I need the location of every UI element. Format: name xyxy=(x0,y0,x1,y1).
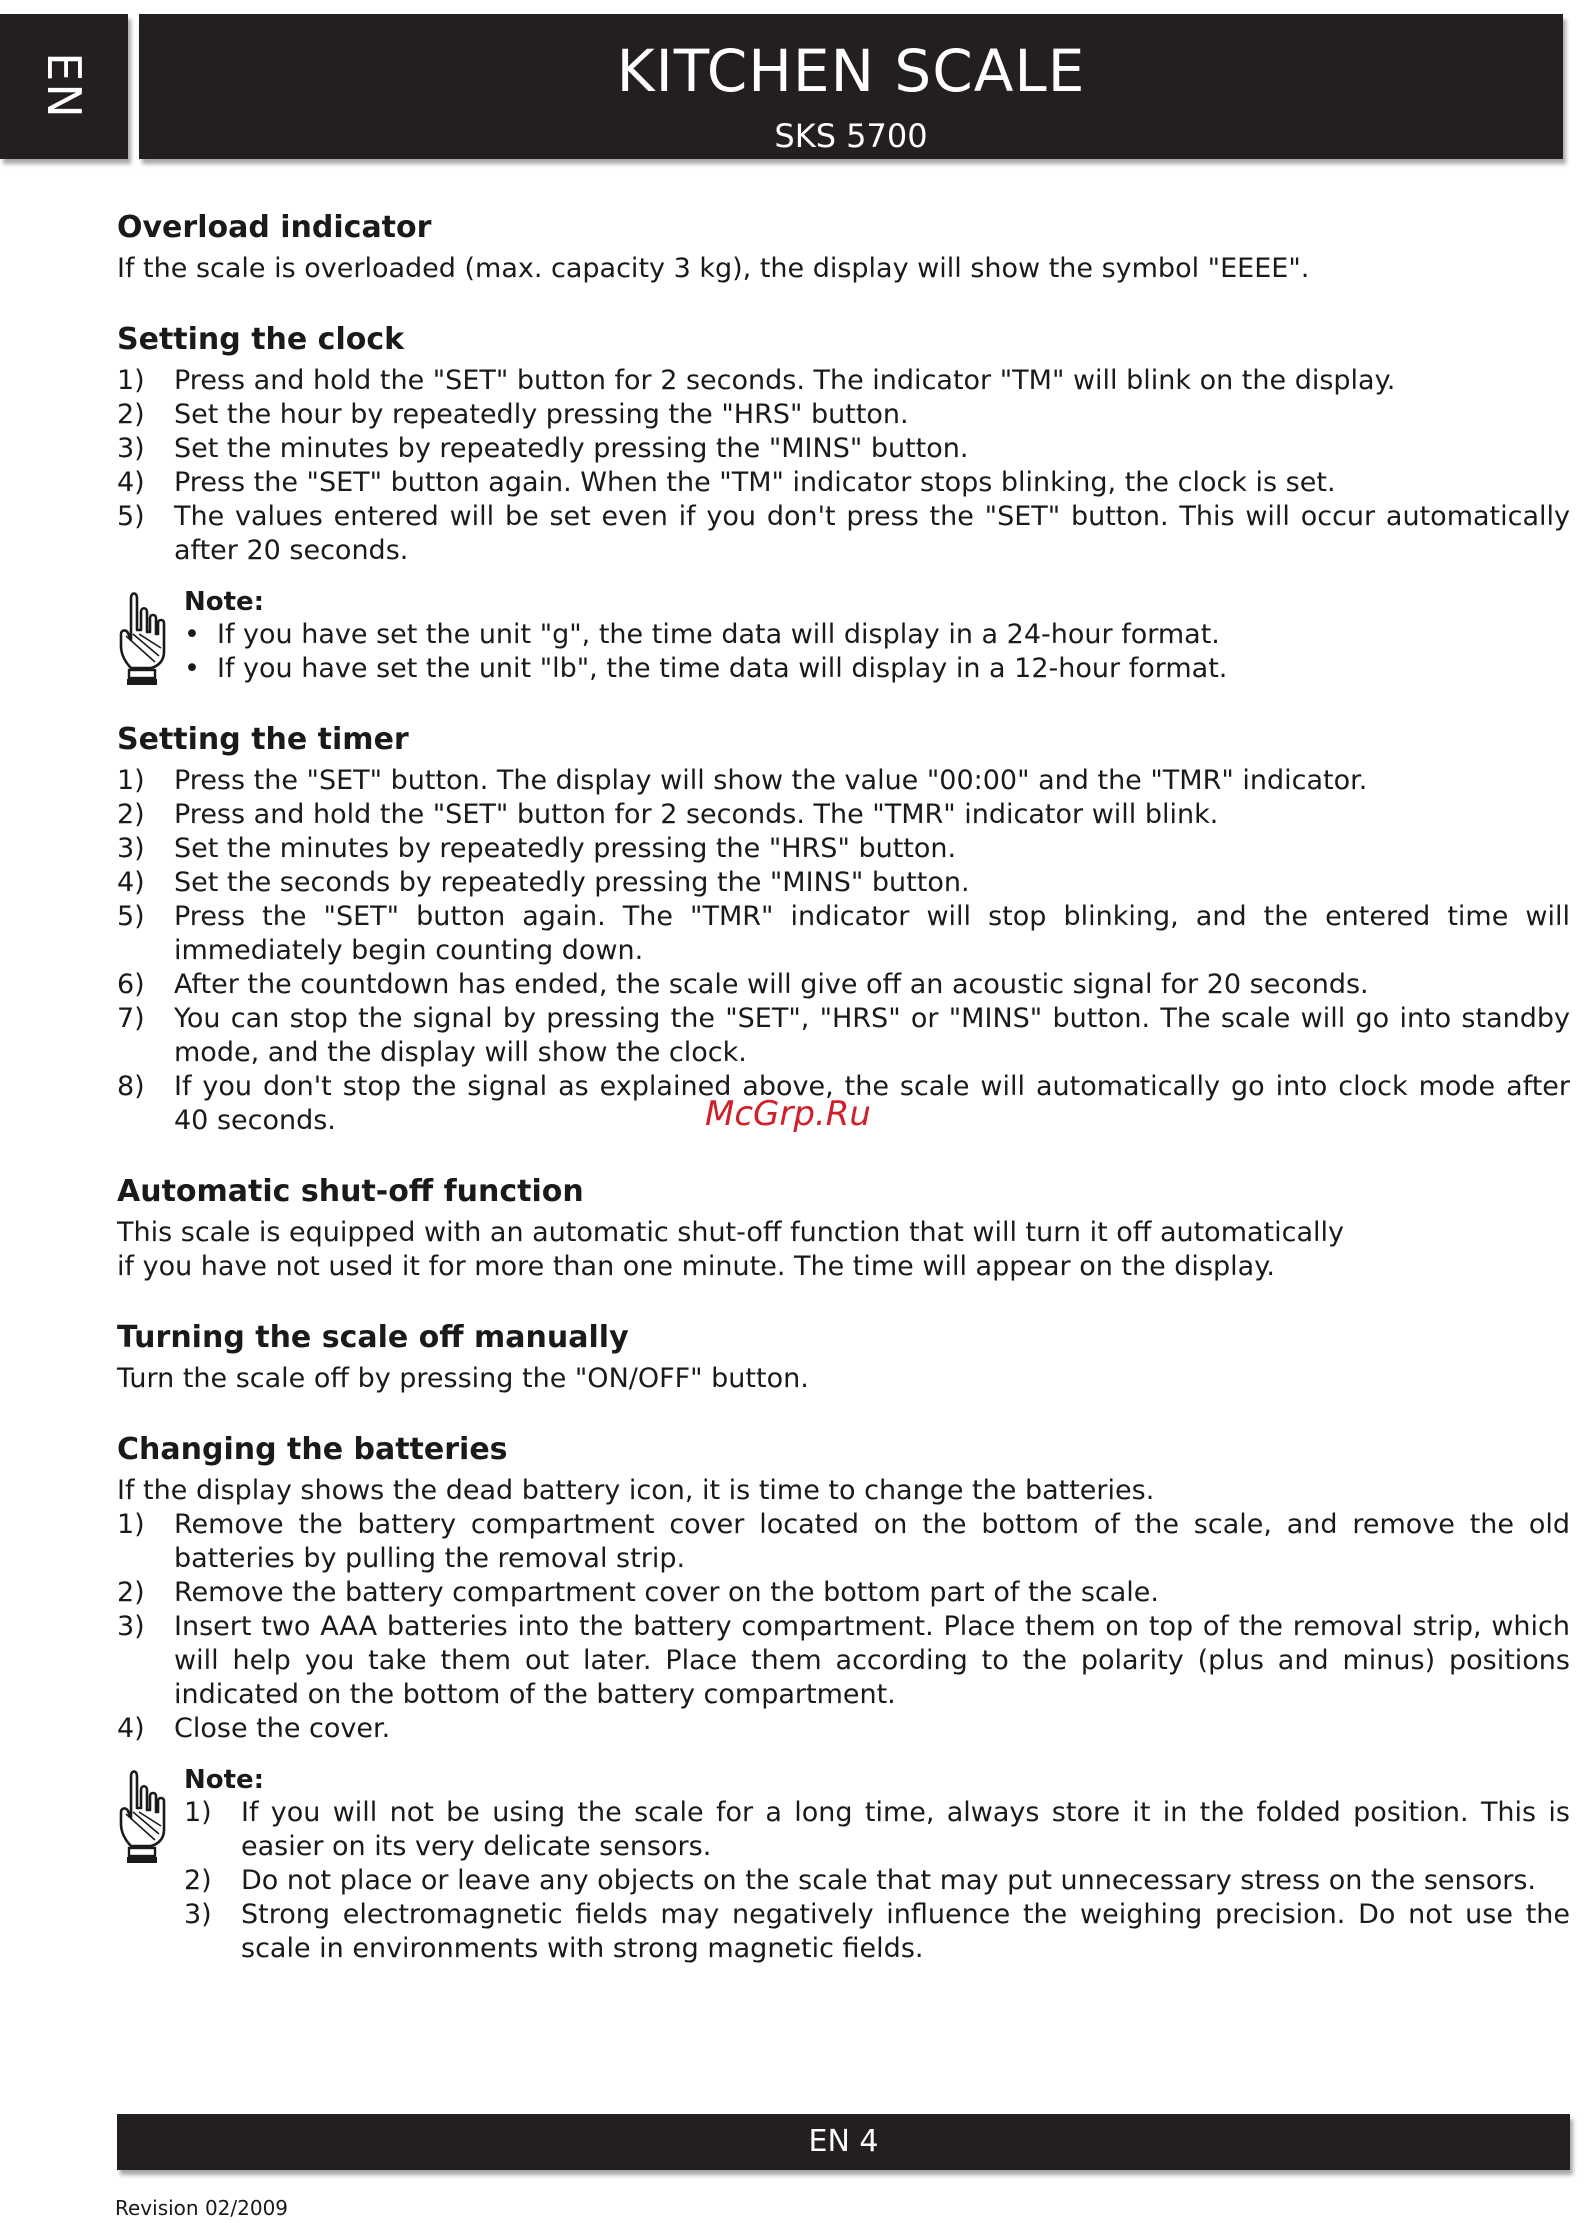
language-tab xyxy=(0,14,128,159)
step-number: 7) xyxy=(117,1003,145,1034)
list-item xyxy=(117,398,1570,432)
page-title: KITCHEN SCALE xyxy=(616,37,1086,105)
step-text: Insert two AAA batteries into the battery compartment. Place them on top of the removal strip, which will help you take them out later. Place them according to the polarity (plus and minus) positions indicated on the bottom of the battery compartment. xyxy=(174,1611,1570,1710)
pointing-hand-icon xyxy=(117,1768,167,1864)
bullet: • xyxy=(184,653,200,684)
note-text: Do not place or leave any objects on the scale that may put unnecessary stress on the sensors. xyxy=(241,1865,1536,1896)
step-number: 5) xyxy=(117,501,145,532)
step-number: 2) xyxy=(117,1577,145,1608)
step-number: 5) xyxy=(117,901,145,932)
step-text: Close the cover. xyxy=(174,1713,391,1744)
list-item xyxy=(117,466,1570,500)
manual-off-text: Turn the scale off by pressing the "ON/OFF" button. xyxy=(117,1363,809,1394)
step-number: 1) xyxy=(184,1797,212,1828)
page-footer xyxy=(117,2114,1570,2170)
step-text: Remove the battery compartment cover located on the bottom of the scale, and remove the old batteries by pulling the removal strip. xyxy=(174,1509,1570,1574)
note-text: If you have set the unit "g", the time data will display in a 24-hour format. xyxy=(217,619,1220,650)
note-list xyxy=(184,1796,1570,1966)
step-number: 3) xyxy=(117,1611,145,1642)
language-label: EN xyxy=(37,52,91,120)
step-number: 2) xyxy=(184,1865,212,1896)
revision-label: Revision 02/2009 xyxy=(115,2196,289,2220)
step-number: 1) xyxy=(117,765,145,796)
step-text: Set the minutes by repeatedly pressing the "MINS" button. xyxy=(174,433,969,464)
list-item xyxy=(117,1002,1570,1070)
section-title-clock: Setting the clock xyxy=(117,322,405,357)
step-text: Press and hold the "SET" button for 2 seconds. The indicator "TM" will blink on the display. xyxy=(174,365,1396,396)
step-text: Press the "SET" button. The display will show the value "00:00" and the "TMR" indicator. xyxy=(174,765,1368,796)
step-text: Set the hour by repeatedly pressing the "HRS" button. xyxy=(174,399,909,430)
list-item xyxy=(117,1610,1570,1712)
step-number: 3) xyxy=(117,433,145,464)
step-text: Press the "SET" button again. The "TMR" indicator will stop blinking, and the entered time will immediately begin counting down. xyxy=(174,901,1570,966)
overload-text: If the scale is overloaded (max. capacity 3 kg), the display will show the symbol "EEEE". xyxy=(117,253,1310,284)
step-number: 4) xyxy=(117,467,145,498)
watermark: McGrp.Ru xyxy=(705,1094,871,1134)
step-number: 2) xyxy=(117,799,145,830)
list-item xyxy=(117,866,1570,900)
step-number: 2) xyxy=(117,399,145,430)
step-number: 8) xyxy=(117,1071,145,1102)
shutoff-text-line-1: This scale is equipped with an automatic shut-off function that will turn it off automatically xyxy=(117,1217,1345,1248)
page-number: EN 4 xyxy=(808,2124,879,2159)
timer-steps xyxy=(117,764,1570,1138)
note-text: If you will not be using the scale for a long time, always store it in the folded position. This is easier on its very delicate sensors. xyxy=(241,1797,1570,1862)
step-number: 1) xyxy=(117,1509,145,1540)
list-item xyxy=(117,1508,1570,1576)
shutoff-text-line-2: if you have not used it for more than one minute. The time will appear on the display. xyxy=(117,1251,1275,1282)
section-title-batteries: Changing the batteries xyxy=(117,1432,508,1467)
list-item xyxy=(117,764,1570,798)
bullet: • xyxy=(184,619,200,650)
list-item xyxy=(117,900,1570,968)
step-number: 4) xyxy=(117,867,145,898)
model-number: SKS 5700 xyxy=(774,117,928,155)
list-item xyxy=(184,1796,1570,1864)
note-text: Strong electromagnetic fields may negatively influence the weighing precision. Do not use the scale in environments with strong magnetic fields. xyxy=(241,1899,1570,1964)
step-number: 3) xyxy=(117,833,145,864)
step-text: Press the "SET" button again. When the "TM" indicator stops blinking, the clock is set. xyxy=(174,467,1336,498)
list-item xyxy=(184,618,1570,652)
note-title: Note: xyxy=(184,1765,265,1795)
clock-steps xyxy=(117,364,1570,568)
list-item xyxy=(184,1898,1570,1966)
section-title-timer: Setting the timer xyxy=(117,722,409,757)
document-body xyxy=(117,204,1570,1966)
note-title: Note: xyxy=(184,587,265,617)
clock-note xyxy=(117,586,1570,686)
section-title-shutoff: Automatic shut-off function xyxy=(117,1174,584,1209)
list-item xyxy=(117,364,1570,398)
step-number: 3) xyxy=(184,1899,212,1930)
list-item xyxy=(117,798,1570,832)
step-text: Remove the battery compartment cover on the bottom part of the scale. xyxy=(174,1577,1159,1608)
step-text: If you don't stop the signal as explained above, the scale will automatically go into clock mode after 40 seconds. xyxy=(174,1071,1570,1136)
list-item xyxy=(117,968,1570,1002)
list-item xyxy=(117,1576,1570,1610)
step-text: Press and hold the "SET" button for 2 seconds. The "TMR" indicator will blink. xyxy=(174,799,1219,830)
section-title-overload: Overload indicator xyxy=(117,210,432,245)
section-title-manual-off: Turning the scale off manually xyxy=(117,1320,629,1355)
list-item xyxy=(117,832,1570,866)
note-text: If you have set the unit "lb", the time data will display in a 12-hour format. xyxy=(217,653,1228,684)
note-list xyxy=(184,618,1570,686)
list-item xyxy=(184,1864,1570,1898)
step-text: Set the seconds by repeatedly pressing the "MINS" button. xyxy=(174,867,970,898)
step-text: The values entered will be set even if you don't press the "SET" button. This will occur automatically after 20 seconds. xyxy=(174,501,1570,566)
step-text: After the countdown has ended, the scale will give off an acoustic signal for 20 seconds. xyxy=(174,969,1369,1000)
pointing-hand-icon xyxy=(117,590,167,686)
step-number: 1) xyxy=(117,365,145,396)
step-number: 4) xyxy=(117,1713,145,1744)
battery-steps xyxy=(117,1508,1570,1746)
step-text: Set the minutes by repeatedly pressing the "HRS" button. xyxy=(174,833,957,864)
list-item xyxy=(117,1712,1570,1746)
page-header xyxy=(139,14,1563,159)
list-item xyxy=(117,500,1570,568)
batteries-intro: If the display shows the dead battery icon, it is time to change the batteries. xyxy=(117,1475,1155,1506)
batteries-note xyxy=(117,1764,1570,1966)
step-number: 6) xyxy=(117,969,145,1000)
list-item xyxy=(117,432,1570,466)
list-item xyxy=(184,652,1570,686)
step-text: You can stop the signal by pressing the "SET", "HRS" or "MINS" button. The scale will go into standby mode, and the display will show the clock. xyxy=(174,1003,1570,1068)
